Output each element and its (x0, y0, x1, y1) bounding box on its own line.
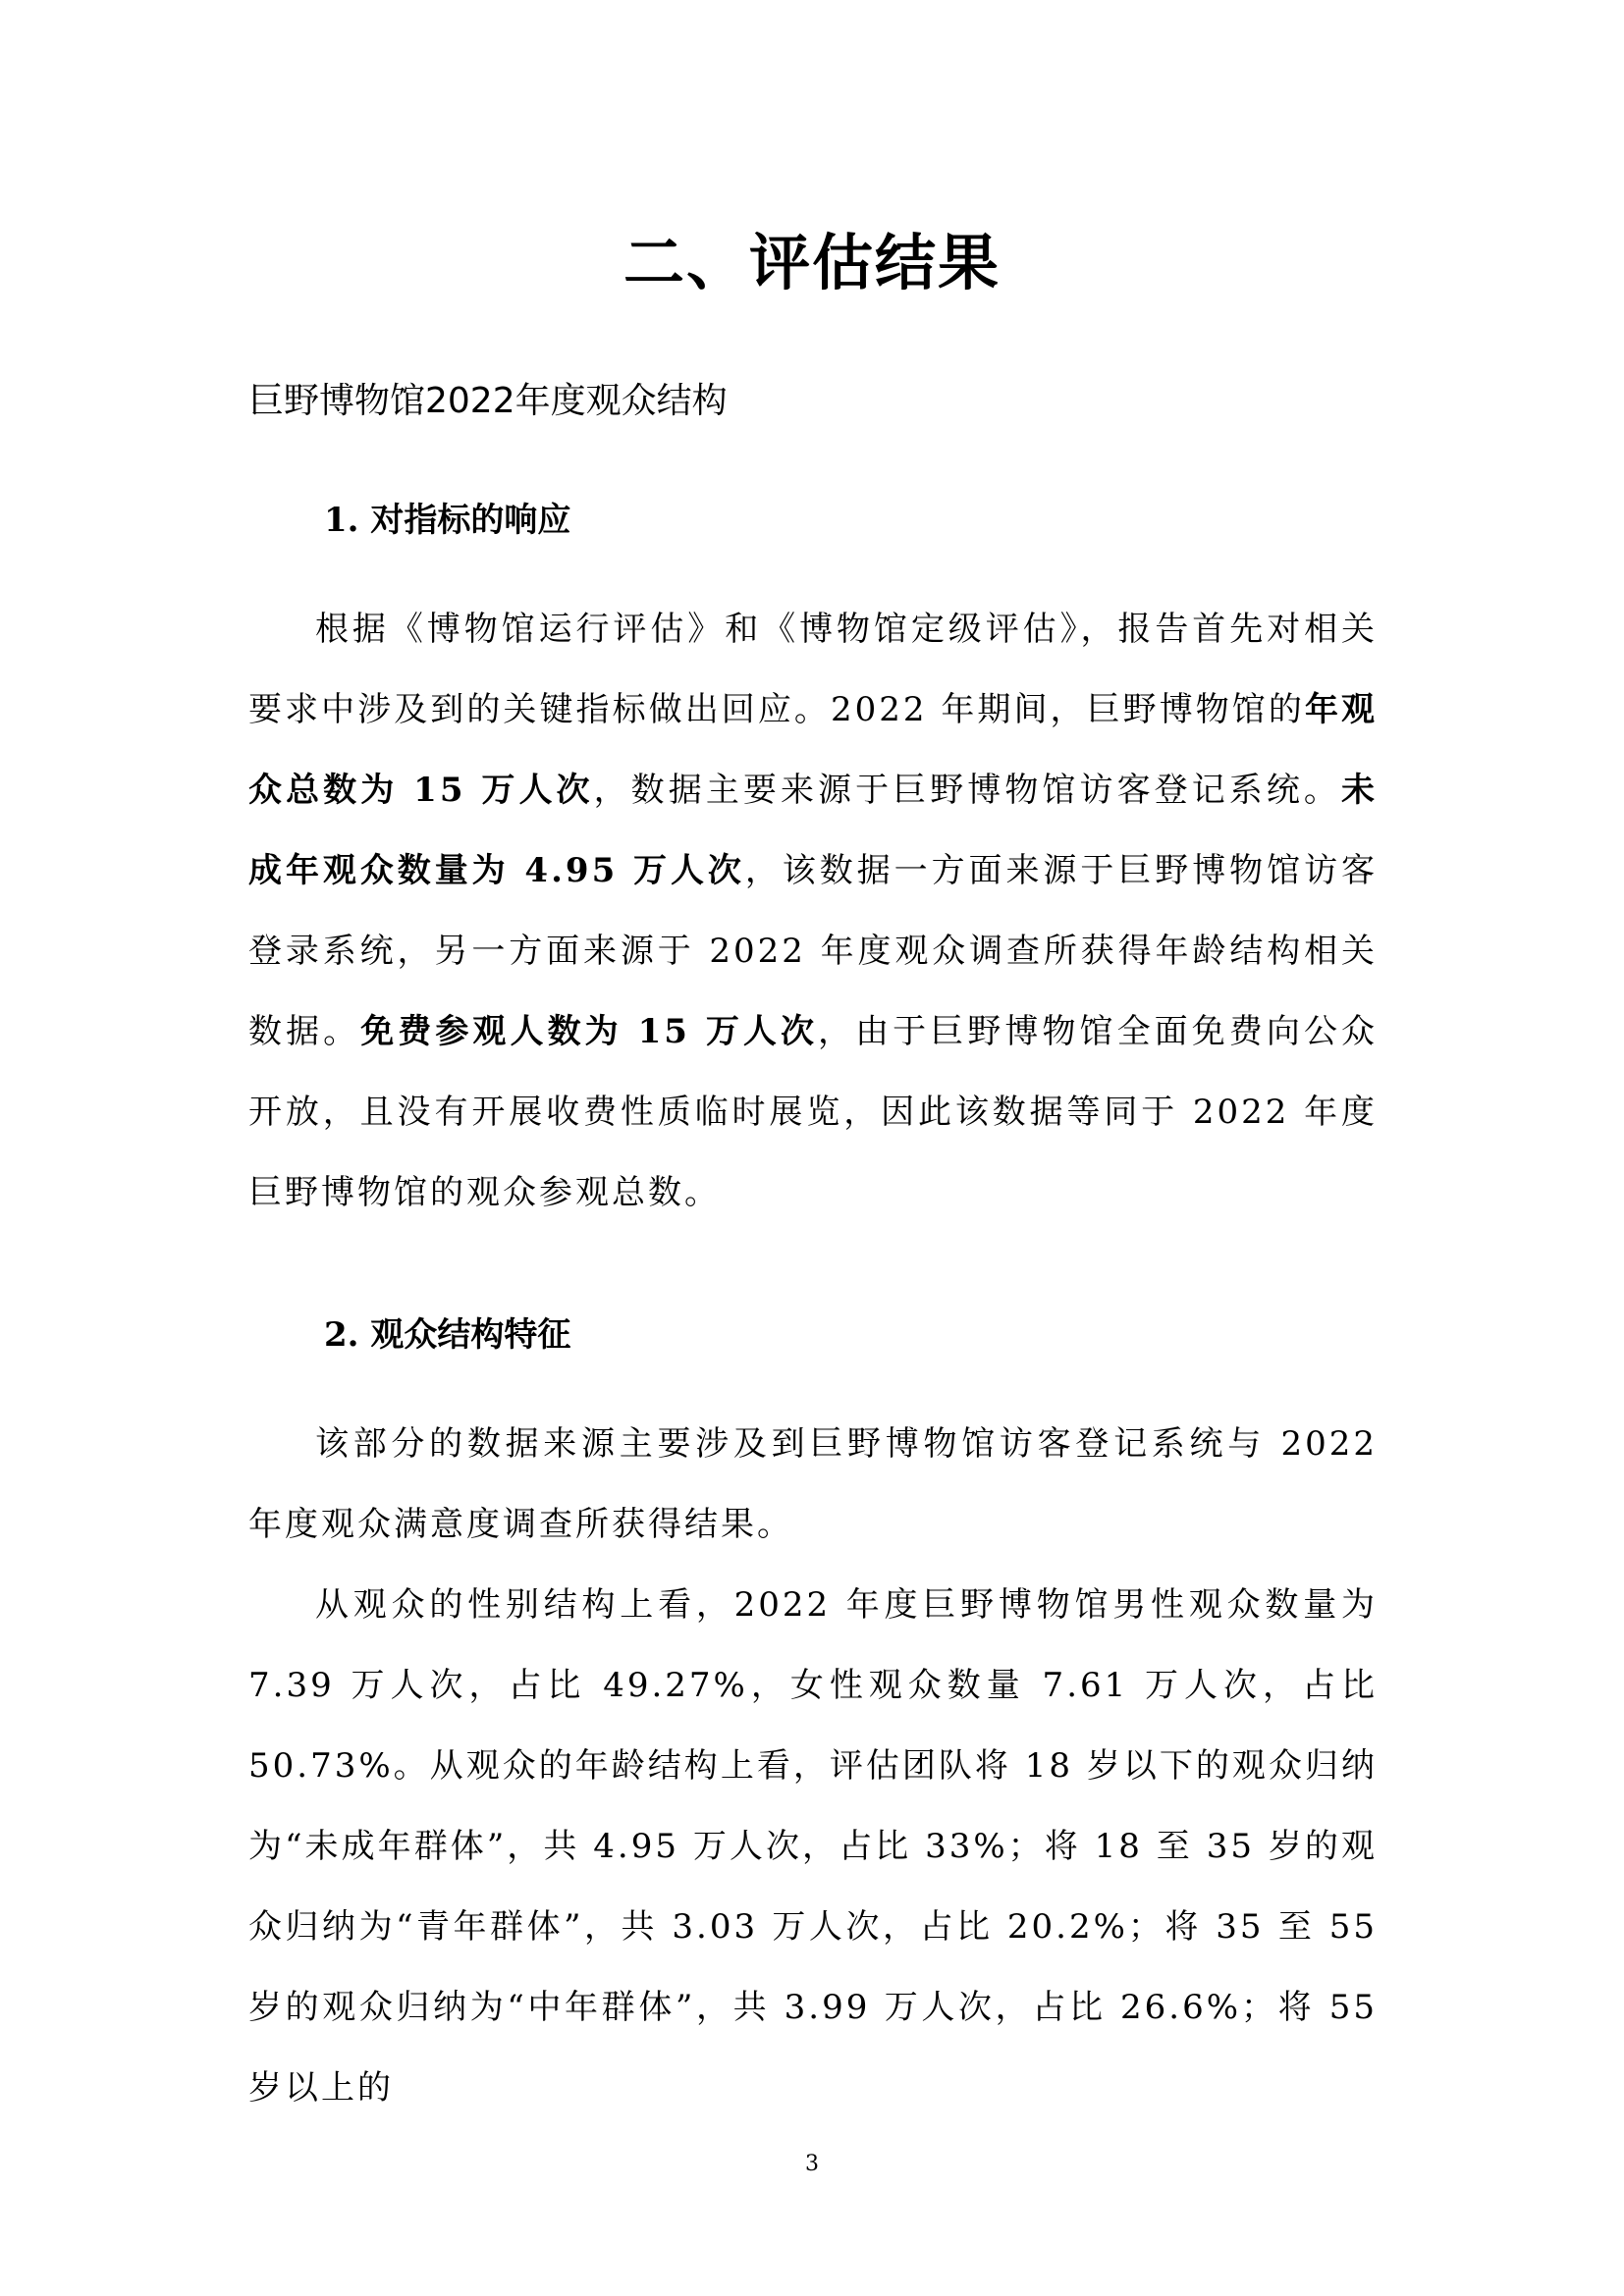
section-heading-audience-structure: 2. 观众结构特征 (324, 1315, 571, 1355)
paragraph-indicator-response (248, 589, 1378, 1233)
page-title: 二、评估结果 (623, 227, 1001, 298)
bold-minor-visitors: 未成年观众数量为 4.95 万人次 (248, 771, 1378, 890)
page-number: 3 (805, 2152, 819, 2176)
paragraph-text: ，由于巨野博物馆全面免费向公众开放，且没有开展收费性质临时展览，因此该数据等同于 2022 年度巨野博物馆的观众参观总数。 (248, 1012, 1379, 1212)
bold-free-visitors: 免费参观人数为 15 万人次 (360, 1012, 819, 1051)
paragraph-text: 根据《博物馆运行评估》和《博物馆定级评估》，报告首先对相关要求中涉及到的关键指标做出回应。2022 年期间，巨野博物馆的 (248, 610, 1378, 729)
section-heading-indicator-response: 1. 对指标的响应 (324, 501, 571, 540)
paragraph-data-sources: 该部分的数据来源主要涉及到巨野博物馆访客登记系统与 2022 年度观众满意度调查所获得结果。 (248, 1424, 1378, 1544)
paragraph-text: ，数据主要来源于巨野博物馆访客登记系统。 (593, 771, 1341, 810)
bold-total-visitors: 年观众总数为 15 万人次 (248, 690, 1378, 810)
paragraph-gender-age-structure: 从观众的性别结构上看，2022 年度巨野博物馆男性观众数量为 7.39 万人次，占比 49.27%，女性观众数量 7.61 万人次，占比 50.73%。从观众的年龄结构上看，评估团队将 18 岁以下的观众归纳为“未成年群体”，共 4.95 万人次，占比 33%；将 18 至 35 岁的观众归纳为“青年群体”，共 3.03 万人次，占比 20.2%；将 35 至 55 岁的观众归纳为“中年群体”，共 3.99 万人次，占比 26.6%；将 55 岁以上的 (248, 1585, 1378, 2108)
paragraph-text: ，该数据一方面来源于巨野博物馆访客登录系统，另一方面来源于 2022 年度观众调查所获得年龄结构相关数据。 (248, 851, 1379, 1051)
document-subtitle: 巨野博物馆2022年度观众结构 (248, 381, 728, 421)
